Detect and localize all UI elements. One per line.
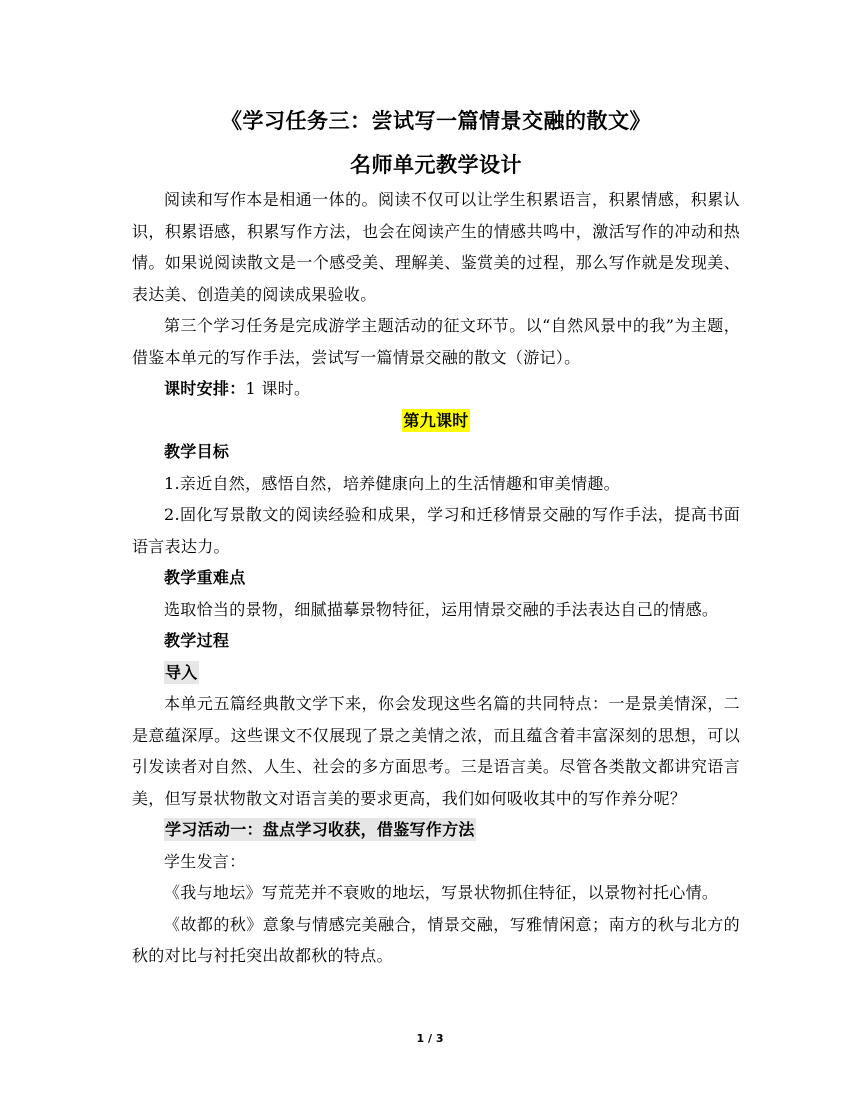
intro-heading-line [132,657,740,689]
goal-2: 2.固化写景散文的阅读经验和成果，学习和迁移情景交融的写作手法，提高书面语言表达力。 [132,505,740,556]
goal-1: 1.亲近自然，感悟自然，培养健康向上的生活情趣和审美情趣。 [164,473,620,493]
schedule-line [132,373,740,405]
student-speech-label: 学生发言： [164,851,246,871]
difficulty-heading: 教学重难点 [164,568,246,587]
document-body [132,106,740,972]
document-title: 《学习任务三：尝试写一篇情景交融的散文》 [221,109,651,133]
intro-paragraph-1: 阅读和写作本是相通一体的。阅读不仅可以让学生积累语言，积累情感，积累认识，积累语感，积累写作方法，也会在阅读产生的情感共鸣中，激活写作的冲动和热情。如果说阅读散文是一个感受美、理解美、鉴赏美的过程，那么写作就是发现美、表达美、创造美的阅读成果验收。 [132,190,740,304]
intro-heading: 导入 [165,662,198,682]
document-subtitle: 名师单元教学设计 [350,153,522,177]
intro-paragraph-2: 第三个学习任务是完成游学主题活动的征文环节。以“自然风景中的我”为主题，借鉴本单元的写作手法，尝试写一篇情景交融的散文（游记）。 [132,316,740,367]
lesson-heading: 第九课时 [403,410,469,430]
schedule-value: 1 课时。 [245,379,311,398]
goals-heading: 教学目标 [164,442,230,461]
activity-1-heading-line [132,814,740,846]
speech-1: 《我与地坛》写荒芜并不衰败的地坛，写景状物抓住特征，以景物衬托心情。 [164,883,719,902]
difficulty-text: 选取恰当的景物，细腻描摹景物特征，运用情景交融的手法表达自己的情感。 [164,599,719,619]
page-number: 1 / 3 [416,1032,444,1045]
intro-text: 本单元五篇经典散文学下来，你会发现这些名篇的共同特点：一是景美情深，二是意蕴深厚。这些课文不仅展现了景之美情之浓，而且蕴含着丰富深刻的思想，可以引发读者对自然、人生、社会的多方面思考。三是语言美。尽管各类散文都讲究语言美，但写景状物散文对语言美的要求更高，我们如何吸收其中的写作养分呢？ [132,694,740,808]
schedule-label: 课时安排： [164,379,246,398]
activity-1-heading: 学习活动一：盘点学习收获，借鉴写作方法 [165,820,475,839]
speech-2: 《故都的秋》意象与情感完美融合，情景交融，写雅情闲意；南方的秋与北方的秋的对比与衬托突出故都秋的特点。 [132,914,740,965]
lesson-heading-line [132,405,740,437]
process-heading: 教学过程 [164,631,230,650]
